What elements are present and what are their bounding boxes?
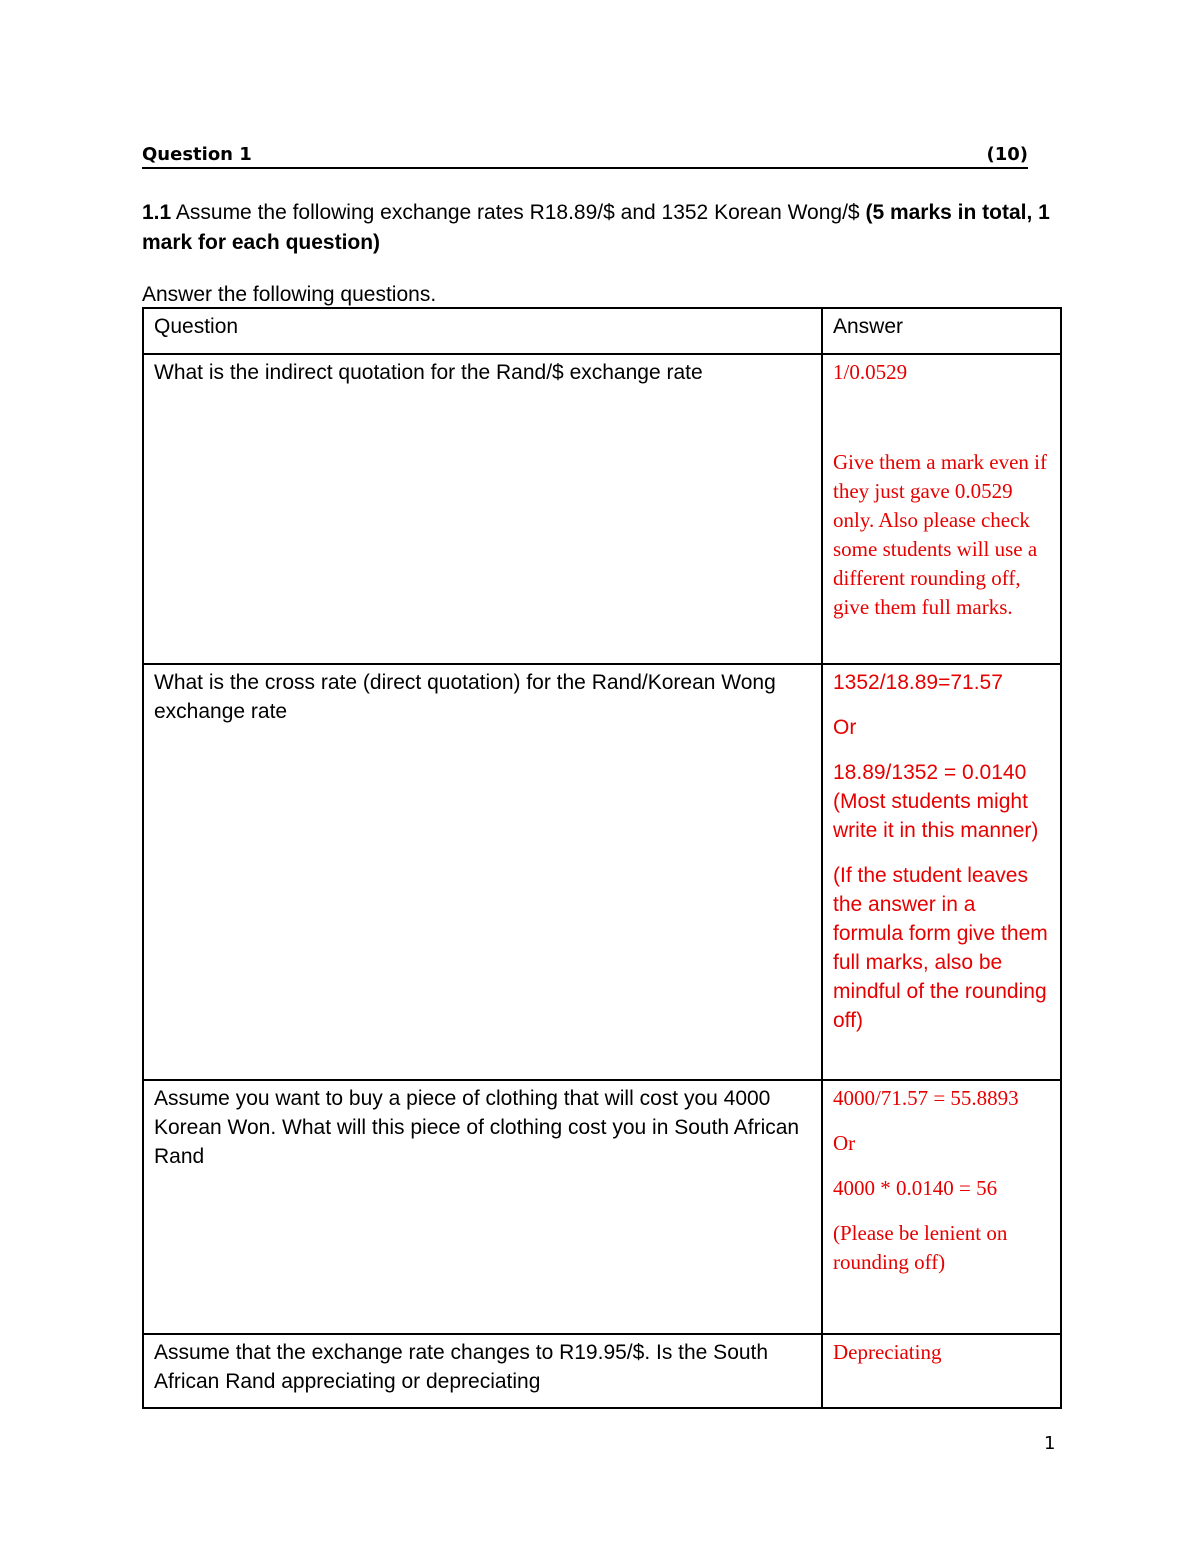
answer-note: Give them a mark even if they just gave 0.0529 only. Also please check some students will use a different rounding off, give them full marks. bbox=[833, 450, 1047, 619]
question-cell: Assume that the exchange rate changes to R19.95/$. Is the South African Rand appreciating or depreciating bbox=[143, 1334, 822, 1408]
answer-cell bbox=[822, 1334, 1061, 1408]
answer-line: 4000/71.57 = 55.8893 bbox=[833, 1086, 1019, 1110]
answer-cell bbox=[822, 664, 1061, 1080]
header-answer: Answer bbox=[822, 308, 1061, 354]
question-title: Question 1 bbox=[142, 144, 252, 165]
table-header-row bbox=[143, 308, 1061, 354]
question-heading bbox=[142, 143, 1028, 169]
answer-line: 18.89/1352 = 0.0140 (Most students might write it in this manner) bbox=[833, 761, 1039, 842]
answer-cell bbox=[822, 1080, 1061, 1334]
table-row bbox=[143, 1334, 1061, 1408]
page-number: 1 bbox=[1044, 1433, 1056, 1454]
intro-text: Assume the following exchange rates R18.89/$ and 1352 Korean Wong/$ bbox=[171, 201, 866, 224]
instruction-text: Answer the following questions. bbox=[142, 283, 437, 306]
answer-line: 1/0.0529 bbox=[833, 360, 908, 384]
answer-or: Or bbox=[833, 716, 857, 739]
intro-number: 1.1 bbox=[142, 201, 172, 224]
answer-line: 4000 * 0.0140 = 56 bbox=[833, 1176, 998, 1200]
answer-note: (Please be lenient on rounding off) bbox=[833, 1221, 1008, 1274]
intro-paragraph bbox=[142, 198, 1062, 258]
table-row bbox=[143, 1080, 1061, 1334]
table-row bbox=[143, 664, 1061, 1080]
header-question: Question bbox=[143, 308, 822, 354]
answer-or: Or bbox=[833, 1131, 856, 1155]
question-cell: Assume you want to buy a piece of clothing that will cost you 4000 Korean Won. What will this piece of clothing cost you in South African Rand bbox=[143, 1080, 822, 1334]
question-cell: What is the indirect quotation for the Rand/$ exchange rate bbox=[143, 354, 822, 664]
answer-line: 1352/18.89=71.57 bbox=[833, 671, 1003, 694]
question-answer-table bbox=[142, 307, 1062, 1409]
question-cell: What is the cross rate (direct quotation) for the Rand/Korean Wong exchange rate bbox=[143, 664, 822, 1080]
intro-bold-note: (5 marks in total, 1 mark for each question) bbox=[142, 201, 1050, 254]
answer-note: (If the student leaves the answer in a formula form give them full marks, also be mindful of the rounding off) bbox=[833, 864, 1048, 1032]
answer-cell bbox=[822, 354, 1061, 664]
question-marks: (10) bbox=[986, 144, 1028, 165]
answer-line: Depreciating bbox=[833, 1340, 942, 1364]
table-row bbox=[143, 354, 1061, 664]
